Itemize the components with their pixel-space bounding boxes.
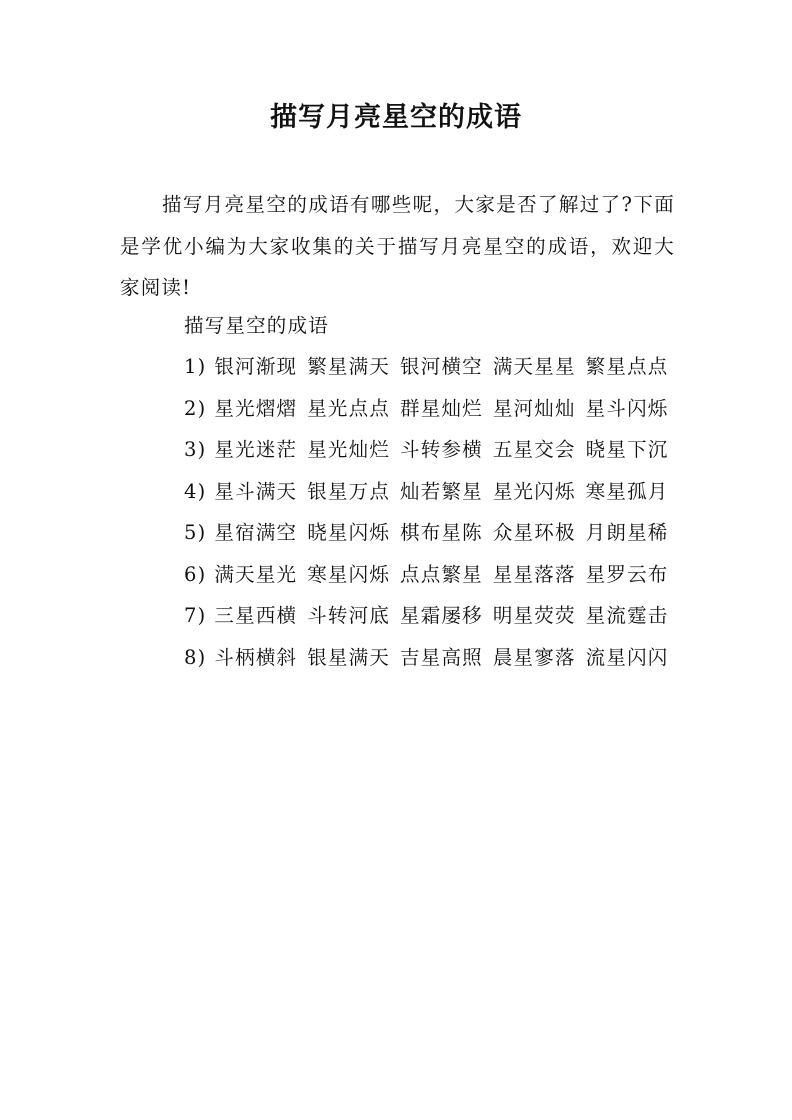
idiom: 明星荧荧 xyxy=(492,604,576,627)
idiom: 三星西横 xyxy=(214,604,298,627)
idiom: 星罗云布 xyxy=(585,562,669,586)
idiom: 晓星下沉 xyxy=(585,438,669,461)
idiom: 灿若繁星 xyxy=(400,479,483,503)
idiom: 晓星闪烁 xyxy=(307,521,391,544)
list-item xyxy=(120,471,678,513)
item-number: 8) xyxy=(184,645,207,669)
idiom: 群星灿烂 xyxy=(400,396,483,420)
list-item xyxy=(120,429,678,471)
item-number: 6) xyxy=(184,562,207,586)
idiom: 星河灿灿 xyxy=(492,396,576,420)
idiom: 星流霆击 xyxy=(585,604,669,627)
idiom: 星光闪烁 xyxy=(492,479,576,503)
section-heading: 描写星空的成语 xyxy=(184,314,329,337)
idiom: 斗转参横 xyxy=(400,438,483,461)
list-item xyxy=(120,554,678,596)
idiom: 吉星高照 xyxy=(400,645,483,669)
idiom: 寒星孤月 xyxy=(585,479,669,503)
idiom: 五星交会 xyxy=(492,438,576,461)
item-number: 3) xyxy=(184,438,207,461)
idiom: 星星落落 xyxy=(492,562,576,586)
idiom: 繁星点点 xyxy=(585,355,669,378)
item-number: 7) xyxy=(184,604,207,627)
idiom: 星光点点 xyxy=(307,396,391,420)
list-item xyxy=(120,595,678,637)
idiom: 寒星闪烁 xyxy=(307,562,391,586)
idiom: 棋布星陈 xyxy=(400,521,483,544)
list-item xyxy=(120,388,678,430)
idiom: 星霜屡移 xyxy=(400,604,483,627)
idiom: 晨星寥落 xyxy=(492,645,576,669)
intro-paragraph: 描写月亮星空的成语有哪些呢，大家是否了解过了?下面是学优小编为大家收集的关于描写月亮星空的成语，欢迎大家阅读! xyxy=(120,193,675,299)
page-title: 描写月亮星空的成语 xyxy=(270,102,522,133)
idiom: 银星满天 xyxy=(307,645,391,669)
idiom: 满天星星 xyxy=(492,355,576,378)
idiom: 星光熠熠 xyxy=(214,396,298,420)
list-item xyxy=(120,512,678,554)
idiom: 点点繁星 xyxy=(400,562,483,586)
idiom: 斗柄横斜 xyxy=(214,645,298,669)
list-item xyxy=(120,637,678,679)
idiom: 众星环极 xyxy=(492,521,576,544)
item-number: 4) xyxy=(184,479,207,503)
idiom: 星斗闪烁 xyxy=(585,396,669,420)
idiom: 星斗满天 xyxy=(214,479,298,503)
idiom-list xyxy=(120,346,678,678)
idiom: 银河横空 xyxy=(400,355,483,378)
item-number: 2) xyxy=(184,396,207,420)
idiom: 流星闪闪 xyxy=(585,645,669,669)
idiom: 银河渐现 xyxy=(214,355,298,378)
idiom: 满天星光 xyxy=(214,562,298,586)
idiom: 星光迷茫 xyxy=(214,438,298,461)
idiom: 星光灿烂 xyxy=(307,438,391,461)
idiom: 斗转河底 xyxy=(307,604,391,627)
idiom: 银星万点 xyxy=(307,479,391,503)
idiom: 月朗星稀 xyxy=(585,521,669,544)
list-item xyxy=(120,346,678,388)
idiom: 繁星满天 xyxy=(307,355,391,378)
item-number: 1) xyxy=(184,355,207,378)
idiom: 星宿满空 xyxy=(214,521,298,544)
item-number: 5) xyxy=(184,521,207,544)
